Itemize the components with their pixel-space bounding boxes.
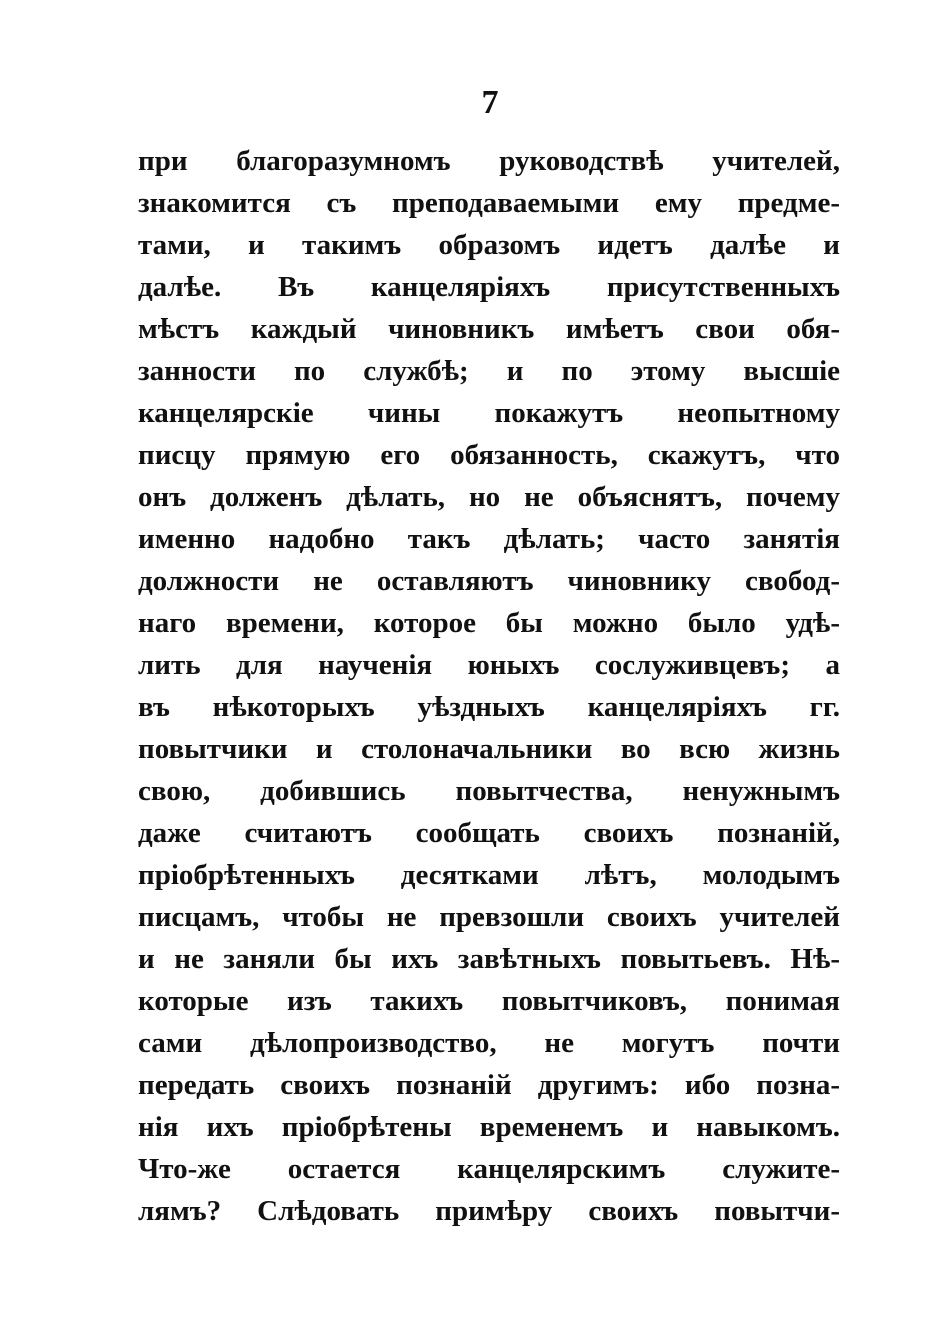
text-line: даже считаютъ сообщать своихъ познаній, (138, 817, 840, 849)
text-line: которые изъ такихъ повытчиковъ, понимая (138, 985, 840, 1017)
text-line: писцу прямую его обязанность, скажутъ, что (138, 439, 840, 471)
text-line: при благоразумномъ руководствѣ учителей, (138, 145, 840, 177)
text-line: должности не оставляютъ чиновнику свобод- (138, 565, 840, 597)
text-line: знакомится съ преподаваемыми ему предме- (138, 187, 840, 219)
text-line: далѣе. Въ канцеляріяхъ присутственныхъ (138, 271, 840, 303)
page-number: 7 (481, 84, 499, 121)
text-line: писцамъ, чтобы не превзошли своихъ учителей (138, 901, 840, 933)
text-line: Что-же остается канцелярскимъ служите- (138, 1153, 840, 1185)
text-line: лить для наученія юныхъ сослуживцевъ; а (138, 649, 840, 681)
text-line: мѣстъ каждый чиновникъ имѣетъ свои обя- (138, 313, 840, 345)
text-line: наго времени, которое бы можно было удѣ- (138, 607, 840, 639)
text-line: пріобрѣтенныхъ десятками лѣтъ, молодымъ (138, 859, 840, 891)
text-line: канцелярскіе чины покажутъ неопытному (138, 397, 840, 429)
text-line: онъ долженъ дѣлать, но не объяснятъ, почему (138, 481, 840, 513)
text-line: свою, добившись повытчества, ненужнымъ (138, 775, 840, 807)
text-line: занности по службѣ; и по этому высшіе (138, 355, 840, 387)
text-line: и не заняли бы ихъ завѣтныхъ повытьевъ. Нѣ- (138, 943, 840, 975)
text-line: передать своихъ познаній другимъ: ибо позна- (138, 1069, 840, 1101)
text-line: тами, и такимъ образомъ идетъ далѣе и (138, 229, 840, 261)
text-line: повытчики и столоначальники во всю жизнь (138, 733, 840, 765)
text-line: именно надобно такъ дѣлать; часто занятія (138, 523, 840, 555)
text-line: сами дѣлопроизводство, не могутъ почти (138, 1027, 840, 1059)
body-text (138, 140, 840, 1232)
text-line: лямъ? Слѣдовать примѣру своихъ повытчи- (138, 1195, 840, 1227)
text-line: нія ихъ пріобрѣтены временемъ и навыкомъ. (138, 1111, 840, 1143)
text-line: въ нѣкоторыхъ уѣздныхъ канцеляріяхъ гг. (138, 691, 840, 723)
